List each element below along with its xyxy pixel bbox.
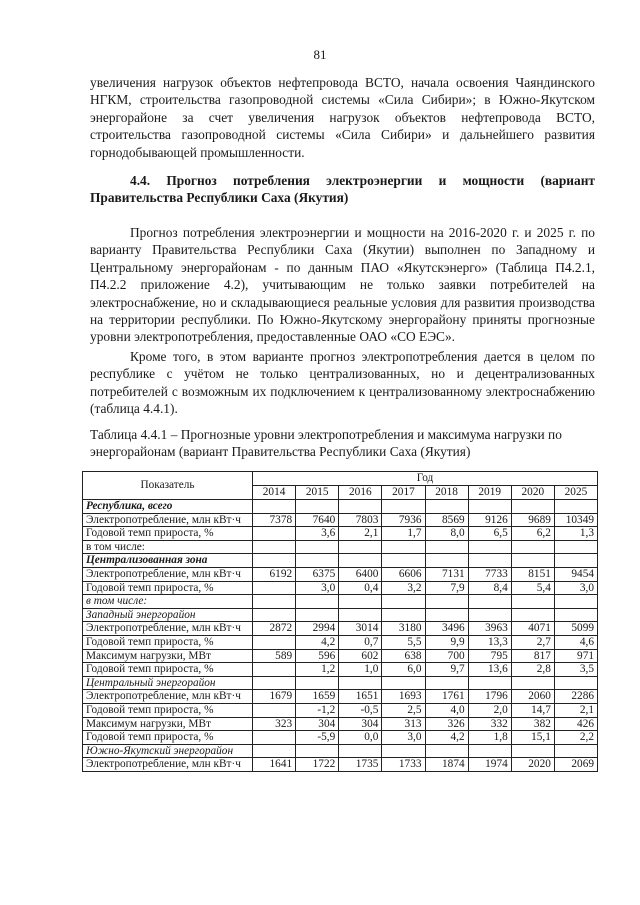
table-cell: 1735	[339, 758, 382, 772]
empty-cell	[425, 500, 468, 514]
empty-cell	[425, 608, 468, 622]
table-row	[83, 731, 598, 745]
table-cell: 6375	[296, 567, 339, 581]
table-cell: 3963	[468, 622, 511, 636]
table-cell: -5,9	[296, 731, 339, 745]
table-cell: 7131	[425, 567, 468, 581]
table-row	[83, 608, 598, 622]
table-row	[83, 595, 598, 609]
table-cell: 7733	[468, 567, 511, 581]
table-cell: 3496	[425, 622, 468, 636]
row-label: Годовой темп прироста, %	[83, 731, 253, 745]
empty-cell	[425, 540, 468, 554]
row-label: Годовой темп прироста, %	[83, 581, 253, 595]
empty-cell	[382, 500, 425, 514]
table-cell: 1,8	[468, 731, 511, 745]
empty-cell	[339, 608, 382, 622]
table-cell: 1,7	[382, 527, 425, 541]
year-header: 2017	[382, 486, 425, 500]
row-label: Электропотребление, млн кВт·ч	[83, 622, 253, 636]
table-cell: 4,2	[425, 731, 468, 745]
table-cell: 15,1	[511, 731, 554, 745]
table-cell: 3,2	[382, 581, 425, 595]
table-cell: 2069	[554, 758, 597, 772]
table-cell: 2,1	[554, 703, 597, 717]
table-row	[83, 622, 598, 636]
table-cell: 817	[511, 649, 554, 663]
row-label: Годовой темп прироста, %	[83, 527, 253, 541]
table-cell: 13,6	[468, 663, 511, 677]
table-cell: 3,6	[296, 527, 339, 541]
table-cell: 2,8	[511, 663, 554, 677]
table-cell: 1651	[339, 690, 382, 704]
paragraph-forecast: Прогноз потребления электроэнергии и мощности на 2016-2020 г. и 2025 г. по варианту Правительства Республики Саха (Якутии) выполнен по Западному и Центральному энергорайонам - по данным ПАО «Якутскэнерго» (Таблица П4.2.1, П4.2.2 приложение 4.2), учитывающим не только заявки потребителей на электроснабжение, но и складывающиеся реальные условия для развития производства на территории республики. По Южно-Якутскому энергорайону приняты прогнозные уровни электропотребления, предоставленные ОАО «СО ЕЭС».	[90, 225, 595, 345]
empty-cell	[253, 744, 296, 758]
empty-cell	[253, 595, 296, 609]
empty-cell	[425, 676, 468, 690]
empty-cell	[253, 608, 296, 622]
table-cell: 8,0	[425, 527, 468, 541]
empty-cell	[554, 554, 597, 568]
empty-cell	[511, 554, 554, 568]
year-header: 2015	[296, 486, 339, 500]
table-cell: 323	[253, 717, 296, 731]
table-cell: 602	[339, 649, 382, 663]
table-cell: 1733	[382, 758, 425, 772]
table-cell: 7936	[382, 513, 425, 527]
row-label: Централизованная зона	[83, 554, 253, 568]
table-cell: 304	[339, 717, 382, 731]
table-cell: 3,0	[296, 581, 339, 595]
table-cell: 3,0	[382, 731, 425, 745]
empty-cell	[554, 676, 597, 690]
table-row	[83, 554, 598, 568]
empty-cell	[382, 676, 425, 690]
table-cell: 1659	[296, 690, 339, 704]
table-cell: 3014	[339, 622, 382, 636]
table-cell: 0,7	[339, 635, 382, 649]
table-cell: 1796	[468, 690, 511, 704]
row-label: Западный энергорайон	[83, 608, 253, 622]
table-row	[83, 744, 598, 758]
table-cell: 2286	[554, 690, 597, 704]
table-cell: 4,0	[425, 703, 468, 717]
empty-cell	[339, 744, 382, 758]
table-cell: 8569	[425, 513, 468, 527]
empty-cell	[296, 540, 339, 554]
empty-cell	[468, 554, 511, 568]
empty-cell	[425, 744, 468, 758]
row-label: Республика, всего	[83, 500, 253, 514]
table-cell: 638	[382, 649, 425, 663]
table-caption: Таблица 4.4.1 – Прогнозные уровни электропотребления и максимума нагрузки по энергорайонам (вариант Правительства Республики Саха (Якутия)	[90, 427, 562, 460]
row-label: Максимум нагрузки, МВт	[83, 717, 253, 731]
intro-paragraph: увеличения нагрузок объектов нефтепровода ВСТО, начала освоения Чаяндинского НГКМ, строительства газопроводной системы «Сила Сибири»; в Южно-Якутском энергорайоне за счет увеличения нагрузок объектов нефтепровода ВСТО, строительства газопроводной системы «Сила Сибири» и дальнейшего развития горнодобывающей промышленности.	[90, 75, 595, 160]
table-cell: 2,0	[468, 703, 511, 717]
empty-cell	[253, 554, 296, 568]
empty-cell	[296, 500, 339, 514]
empty-cell	[554, 608, 597, 622]
table-cell: 1,2	[296, 663, 339, 677]
row-label: Электропотребление, млн кВт·ч	[83, 690, 253, 704]
row-label: Годовой темп прироста, %	[83, 663, 253, 677]
table-cell: 9,7	[425, 663, 468, 677]
table-cell	[253, 731, 296, 745]
table-cell: 1641	[253, 758, 296, 772]
table-cell: 9454	[554, 567, 597, 581]
table-cell: 2,1	[339, 527, 382, 541]
table-cell: 9689	[511, 513, 554, 527]
empty-cell	[511, 540, 554, 554]
table-cell: 3180	[382, 622, 425, 636]
table-cell: 7378	[253, 513, 296, 527]
table-cell: 326	[425, 717, 468, 731]
table-cell: 4,2	[296, 635, 339, 649]
table-cell: -0,5	[339, 703, 382, 717]
empty-cell	[339, 540, 382, 554]
table-cell: 4,6	[554, 635, 597, 649]
empty-cell	[425, 595, 468, 609]
table-cell: 700	[425, 649, 468, 663]
row-label: Электропотребление, млн кВт·ч	[83, 513, 253, 527]
table-cell	[253, 663, 296, 677]
year-header: 2014	[253, 486, 296, 500]
table-row	[83, 758, 598, 772]
empty-cell	[468, 540, 511, 554]
empty-cell	[296, 676, 339, 690]
empty-cell	[425, 554, 468, 568]
table-cell: 0,0	[339, 731, 382, 745]
paragraph-decentralized: Кроме того, в этом варианте прогноз электропотребления дается в целом по республике с учётом не только централизованных, но и децентрализованных потребителей с возможным их подключением к централизованному электроснабжению (таблица 4.4.1).	[90, 349, 595, 417]
table-cell: 332	[468, 717, 511, 731]
empty-cell	[511, 676, 554, 690]
table-cell: 6606	[382, 567, 425, 581]
table-row	[83, 635, 598, 649]
table-cell: 1,3	[554, 527, 597, 541]
table-cell: -1,2	[296, 703, 339, 717]
row-label: Максимум нагрузки, МВт	[83, 649, 253, 663]
header-year: Год	[253, 472, 598, 486]
table-cell: 10349	[554, 513, 597, 527]
empty-cell	[382, 744, 425, 758]
empty-cell	[468, 744, 511, 758]
row-label: Годовой темп прироста, %	[83, 635, 253, 649]
empty-cell	[253, 540, 296, 554]
table-row	[83, 663, 598, 677]
table-row	[83, 540, 598, 554]
empty-cell	[468, 676, 511, 690]
empty-cell	[339, 500, 382, 514]
table-row	[83, 567, 598, 581]
header-indicator: Показатель	[83, 472, 253, 500]
table-cell: 2872	[253, 622, 296, 636]
table-cell: 0,4	[339, 581, 382, 595]
table-row	[83, 676, 598, 690]
empty-cell	[468, 500, 511, 514]
empty-cell	[511, 744, 554, 758]
table-cell: 426	[554, 717, 597, 731]
table-cell: 589	[253, 649, 296, 663]
table-cell: 5,5	[382, 635, 425, 649]
table-cell: 795	[468, 649, 511, 663]
table-cell: 1,0	[339, 663, 382, 677]
empty-cell	[554, 744, 597, 758]
page-number: 81	[313, 47, 327, 62]
empty-cell	[382, 540, 425, 554]
table-cell: 9126	[468, 513, 511, 527]
table-cell: 8,4	[468, 581, 511, 595]
empty-cell	[511, 595, 554, 609]
table-cell: 7,9	[425, 581, 468, 595]
empty-cell	[554, 500, 597, 514]
table-cell: 8151	[511, 567, 554, 581]
table-row	[83, 527, 598, 541]
table-cell: 1761	[425, 690, 468, 704]
empty-cell	[296, 595, 339, 609]
table-cell: 4071	[511, 622, 554, 636]
table-row	[83, 581, 598, 595]
row-label: Южно-Якутский энергорайон	[83, 744, 253, 758]
table-row	[83, 500, 598, 514]
empty-cell	[511, 608, 554, 622]
table-row	[83, 703, 598, 717]
table-cell: 1722	[296, 758, 339, 772]
row-label: в том числе:	[83, 540, 253, 554]
row-label: Центральный энергорайон	[83, 676, 253, 690]
table-cell: 7803	[339, 513, 382, 527]
row-label: Электропотребление, млн кВт·ч	[83, 758, 253, 772]
table-cell: 13,3	[468, 635, 511, 649]
row-label: в том числе:	[83, 595, 253, 609]
empty-cell	[468, 608, 511, 622]
year-header: 2018	[425, 486, 468, 500]
table-cell: 2020	[511, 758, 554, 772]
table-cell	[253, 635, 296, 649]
table-cell: 6,5	[468, 527, 511, 541]
table-cell	[253, 703, 296, 717]
table-row	[83, 649, 598, 663]
table-cell: 1974	[468, 758, 511, 772]
table-cell: 7640	[296, 513, 339, 527]
empty-cell	[554, 595, 597, 609]
table-cell	[253, 527, 296, 541]
empty-cell	[468, 595, 511, 609]
empty-cell	[339, 676, 382, 690]
empty-cell	[382, 608, 425, 622]
empty-cell	[296, 554, 339, 568]
table-cell: 1874	[425, 758, 468, 772]
table-row	[83, 690, 598, 704]
table-cell: 2060	[511, 690, 554, 704]
row-label: Годовой темп прироста, %	[83, 703, 253, 717]
table-cell: 971	[554, 649, 597, 663]
empty-cell	[253, 500, 296, 514]
table-cell: 1693	[382, 690, 425, 704]
year-header: 2020	[511, 486, 554, 500]
table-cell: 3,0	[554, 581, 597, 595]
empty-cell	[511, 500, 554, 514]
table-cell: 5099	[554, 622, 597, 636]
empty-cell	[253, 676, 296, 690]
table-cell: 382	[511, 717, 554, 731]
table-cell: 6192	[253, 567, 296, 581]
empty-cell	[339, 554, 382, 568]
year-header: 2016	[339, 486, 382, 500]
table-cell: 6400	[339, 567, 382, 581]
table-cell: 596	[296, 649, 339, 663]
table-cell: 6,0	[382, 663, 425, 677]
table-cell: 2,7	[511, 635, 554, 649]
empty-cell	[339, 595, 382, 609]
forecast-table	[82, 471, 598, 772]
table-cell: 5,4	[511, 581, 554, 595]
table-cell: 2,2	[554, 731, 597, 745]
table-cell: 313	[382, 717, 425, 731]
table-cell: 304	[296, 717, 339, 731]
empty-cell	[382, 595, 425, 609]
table-row	[83, 717, 598, 731]
table-cell: 14,7	[511, 703, 554, 717]
table-cell: 1679	[253, 690, 296, 704]
empty-cell	[382, 554, 425, 568]
table-cell: 2994	[296, 622, 339, 636]
table-row	[83, 513, 598, 527]
table-cell: 2,5	[382, 703, 425, 717]
year-header: 2025	[554, 486, 597, 500]
table-cell: 6,2	[511, 527, 554, 541]
table-cell: 3,5	[554, 663, 597, 677]
year-header: 2019	[468, 486, 511, 500]
empty-cell	[554, 540, 597, 554]
table-cell	[253, 581, 296, 595]
row-label: Электропотребление, млн кВт·ч	[83, 567, 253, 581]
empty-cell	[296, 744, 339, 758]
section-heading: 4.4. Прогноз потребления электроэнергии и мощности (вариант Правительства Республики Саха (Якутия)	[90, 173, 595, 206]
table-cell: 9,9	[425, 635, 468, 649]
empty-cell	[296, 608, 339, 622]
